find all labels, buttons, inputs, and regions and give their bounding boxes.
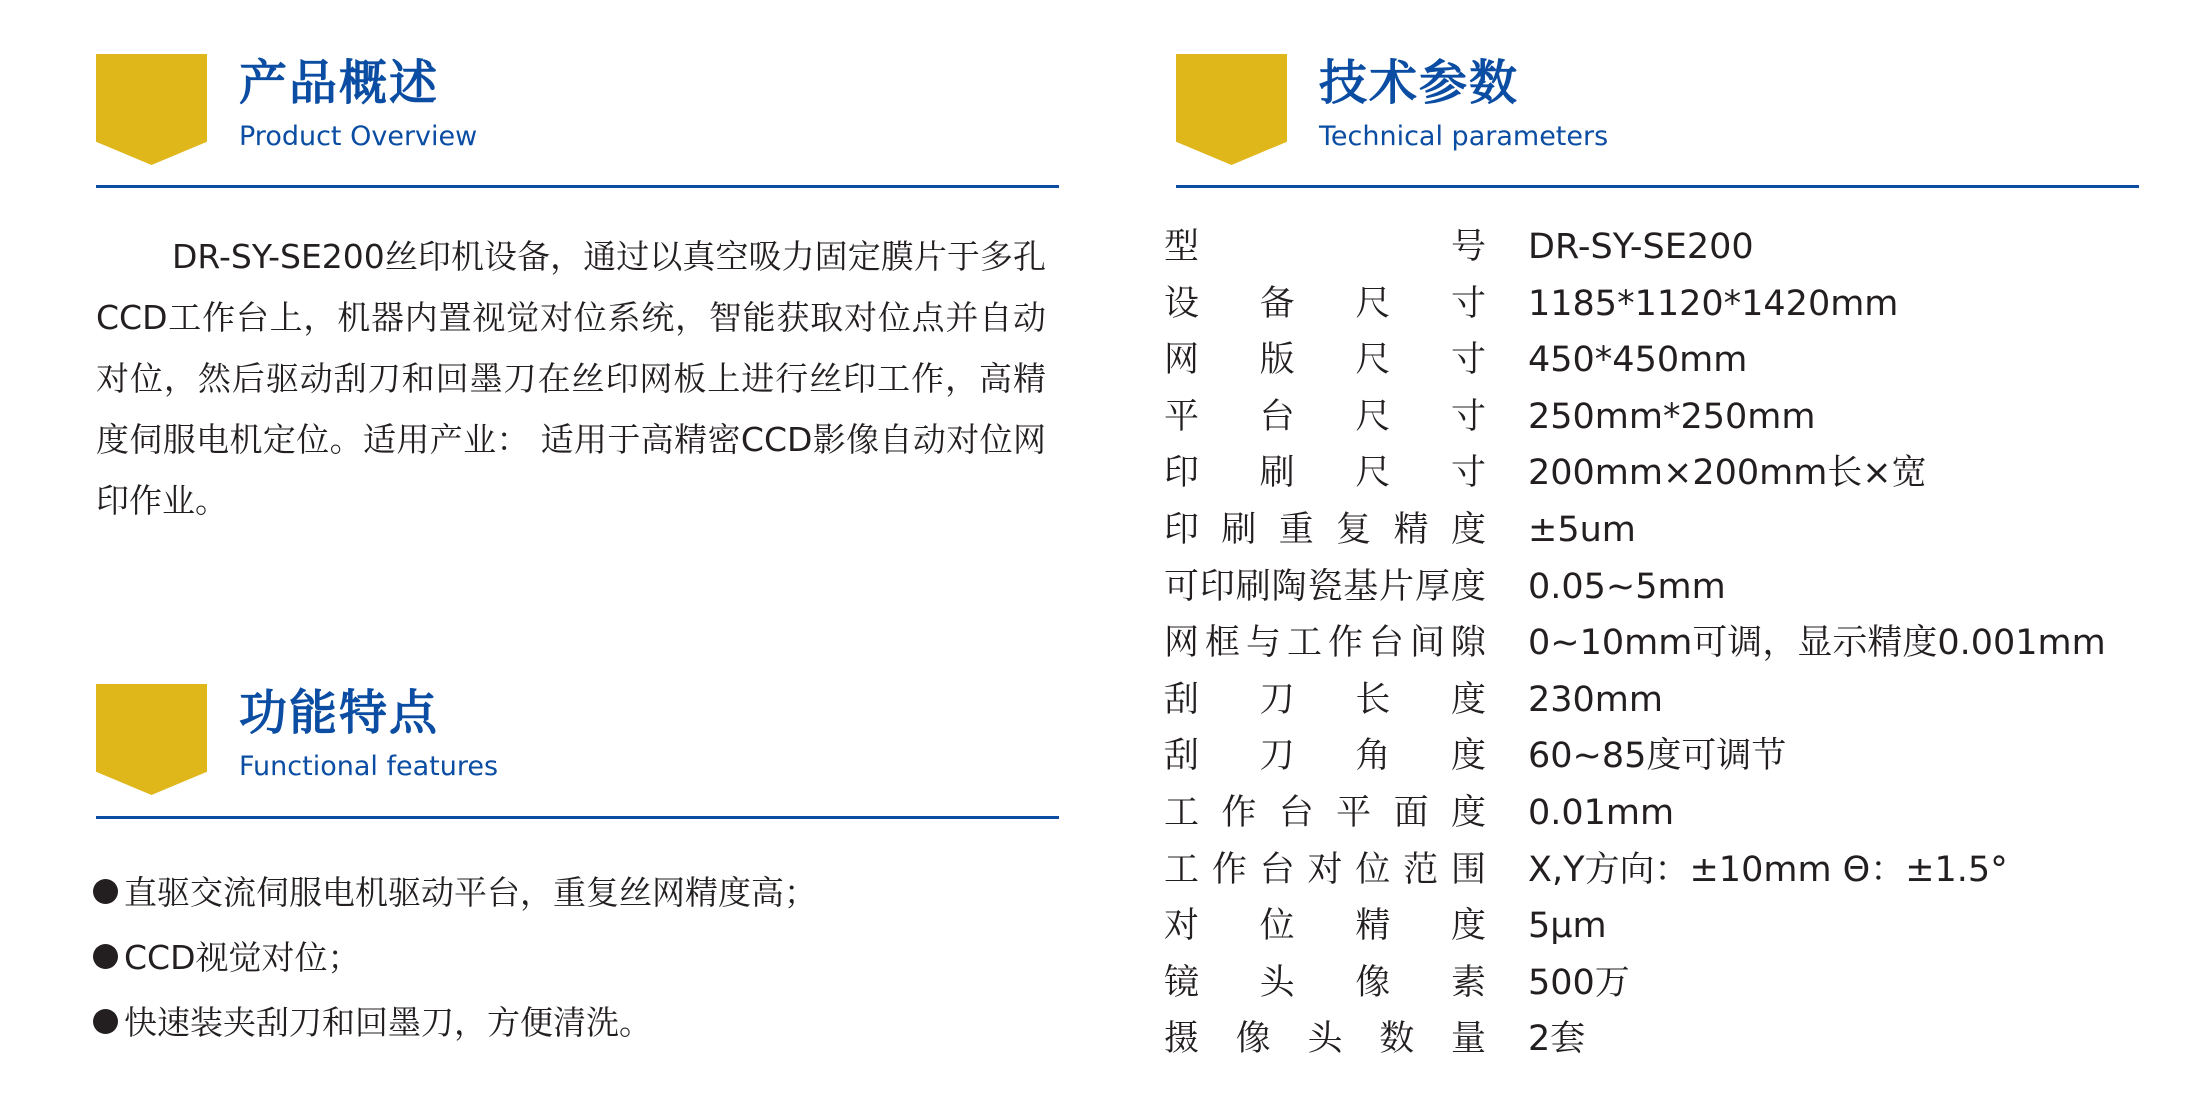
spec-label: 印 刷 重 复 精 度 bbox=[1164, 509, 1486, 550]
spec-value: 1185*1120*1420mm bbox=[1528, 283, 1899, 324]
spec-label: 设 备 尺 寸 bbox=[1164, 283, 1486, 324]
spec-value: 230mm bbox=[1528, 679, 1663, 720]
spec-label: 刮 刀 长 度 bbox=[1164, 679, 1486, 720]
overview-title: 产品概述 bbox=[239, 55, 440, 111]
spec-value: 250mm*250mm bbox=[1528, 396, 1816, 437]
spec-label: 可 印 刷 陶 瓷 基 片 厚 度 bbox=[1164, 566, 1486, 607]
spec-value: 60~85度可调节 bbox=[1528, 736, 1787, 777]
spec-value: 0.05~5mm bbox=[1528, 566, 1726, 607]
features-title: 功能特点 bbox=[239, 685, 440, 741]
feature-item bbox=[93, 925, 817, 990]
spec-value: 0.01mm bbox=[1528, 792, 1675, 833]
spec-value: 500万 bbox=[1528, 962, 1630, 1003]
features-list bbox=[93, 860, 817, 1055]
spec-label: 型 号 bbox=[1164, 227, 1486, 267]
bullet-icon bbox=[93, 1009, 118, 1034]
bullet-icon bbox=[93, 879, 118, 904]
feature-item bbox=[93, 860, 817, 925]
feature-text: 直驱交流伺服电机驱动平台，重复丝网精度高； bbox=[124, 873, 817, 912]
spec-value: ±5um bbox=[1528, 509, 1636, 550]
feature-item bbox=[93, 990, 817, 1055]
spec-label: 工 作 台 平 面 度 bbox=[1164, 792, 1486, 833]
spec-label: 网 版 尺 寸 bbox=[1164, 340, 1486, 381]
spec-label: 刮 刀 角 度 bbox=[1164, 736, 1486, 777]
spec-label: 工 作 台 对 位 范 围 bbox=[1164, 849, 1486, 890]
features-divider bbox=[96, 816, 1059, 819]
spec-value: 200mm×200mm长×宽 bbox=[1528, 453, 1927, 494]
spec-label: 镜 头 像 素 bbox=[1164, 962, 1486, 1003]
overview-divider bbox=[96, 185, 1059, 188]
features-subtitle: Functional features bbox=[239, 751, 499, 782]
feature-text: 快速装夹刮刀和回墨刀，方便清洗。 bbox=[124, 1003, 652, 1042]
specs-title: 技术参数 bbox=[1319, 55, 1520, 111]
features-shield-icon bbox=[96, 684, 207, 795]
specs-shield-icon bbox=[1176, 54, 1287, 165]
feature-text: CCD视觉对位； bbox=[124, 938, 361, 977]
spec-value: X,Y方向：±10mm Θ：±1.5° bbox=[1528, 849, 2008, 890]
spec-value: 2套 bbox=[1528, 1019, 1586, 1060]
overview-text: DR-SY-SE200丝印机设备，通过以真空吸力固定膜片于多孔CCD工作台上，机器内置视觉对位系统，智能获取对位点并自动对位，然后驱动刮刀和回墨刀在丝印网板上进行丝印工作，高精度伺服电机定位。适用产业： 适用于高精密CCD影像自动对位网印作业。 bbox=[96, 237, 1046, 520]
spec-value: DR-SY-SE200 bbox=[1528, 227, 1754, 267]
spec-label: 网 框 与 工 作 台 间 隙 bbox=[1164, 623, 1486, 664]
spec-label: 平 台 尺 寸 bbox=[1164, 396, 1486, 437]
specs-divider bbox=[1176, 185, 2139, 188]
bullet-icon bbox=[93, 944, 118, 969]
spec-label: 摄 像 头 数 量 bbox=[1164, 1019, 1486, 1060]
spec-value: 0~10mm可调，显示精度0.001mm bbox=[1528, 623, 2106, 664]
specs-subtitle: Technical parameters bbox=[1319, 121, 1609, 152]
spec-label: 对 位 精 度 bbox=[1164, 906, 1486, 947]
spec-value: 5μm bbox=[1528, 906, 1607, 947]
spec-value: 450*450mm bbox=[1528, 340, 1748, 381]
overview-subtitle: Product Overview bbox=[239, 121, 478, 152]
spec-label: 印 刷 尺 寸 bbox=[1164, 453, 1486, 494]
overview-shield-icon bbox=[96, 54, 207, 165]
